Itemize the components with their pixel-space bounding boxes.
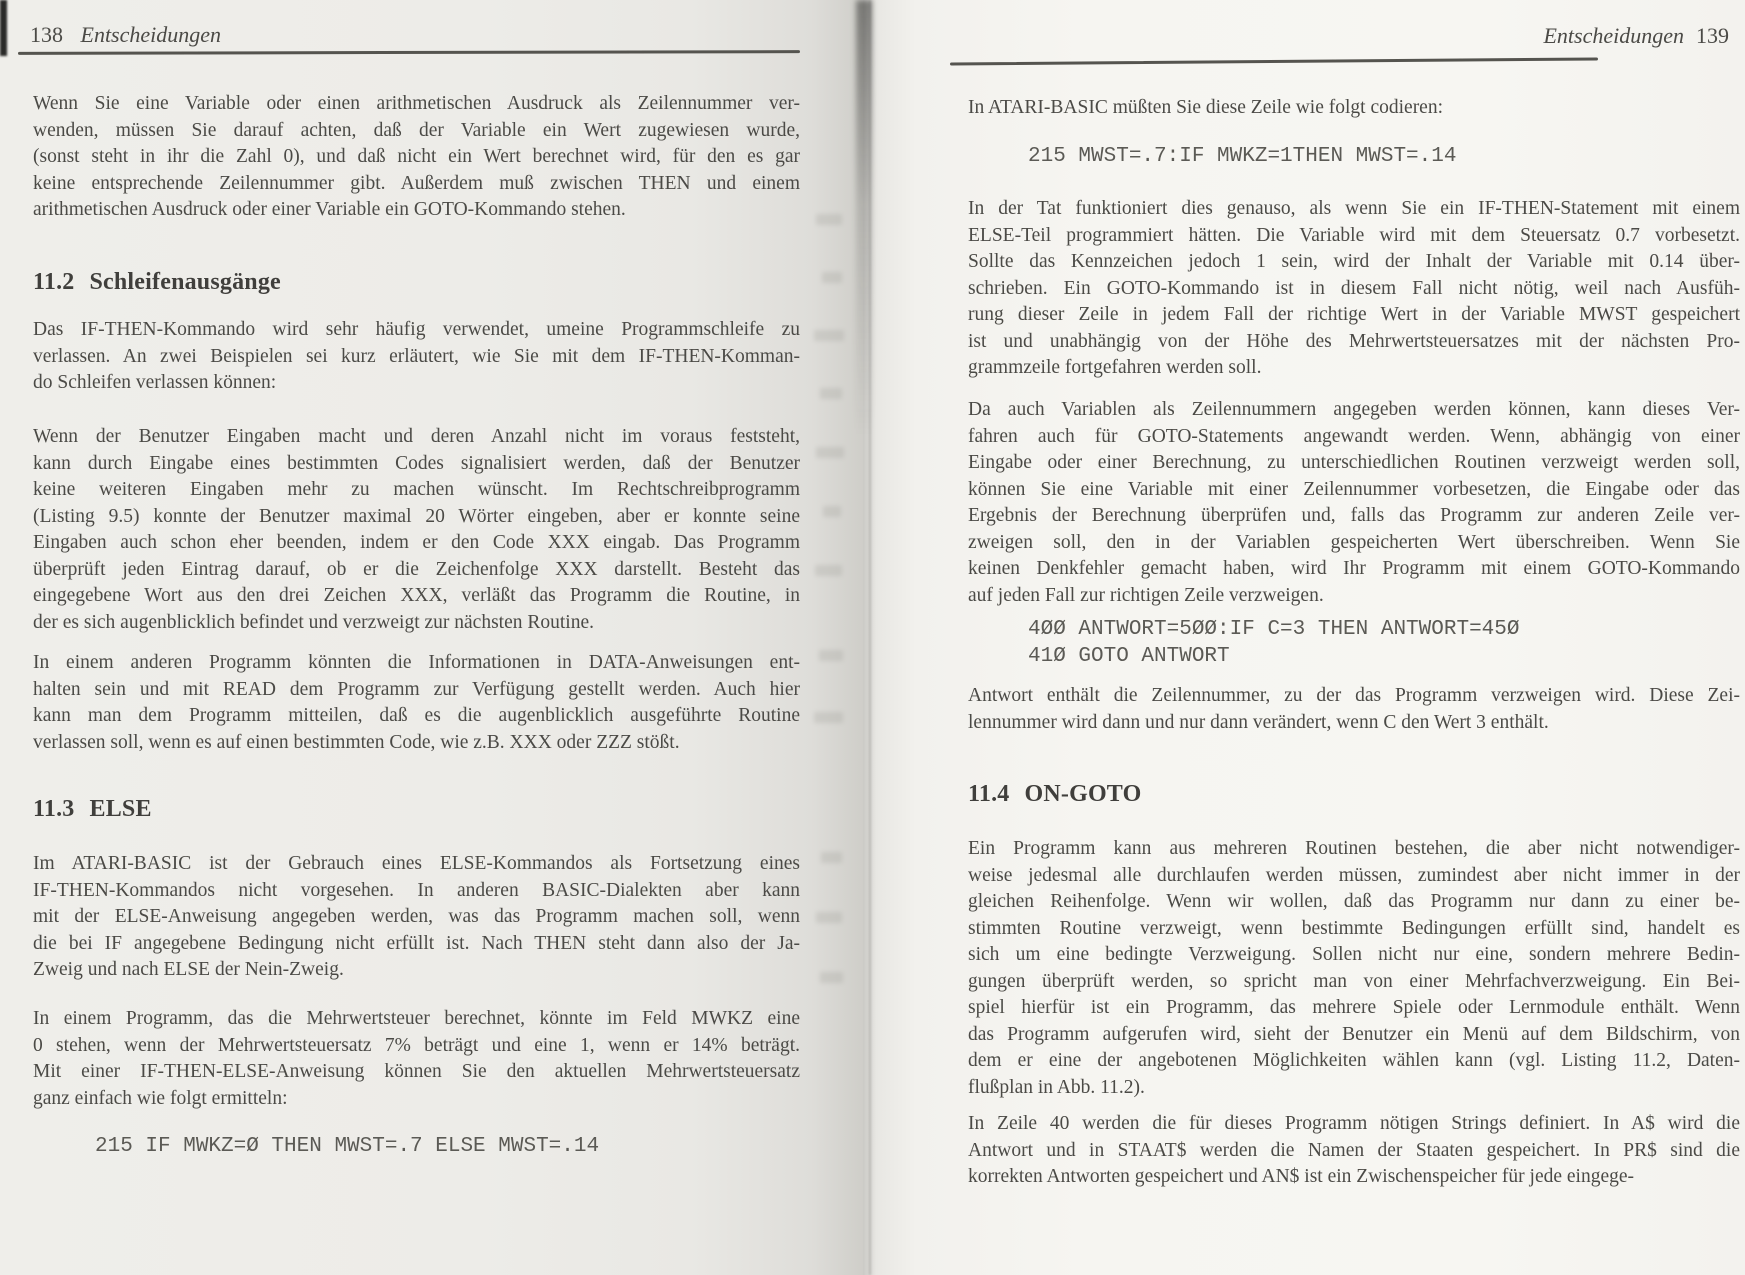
text-line: der es sich augenblicklich befindet und verzweigt zur nächsten Routine. xyxy=(33,611,594,633)
text-line: In ATARI-BASIC müßten Sie diese Zeile wie folgt codieren: xyxy=(968,97,1444,118)
paragraph-da-auch xyxy=(968,397,1740,609)
text-line: sich um eine bedingte Verzweigung. Sollen nicht nur eine, sondern mehrere Bedin- xyxy=(968,944,1740,965)
text-line: IF-THEN-Kommandos nicht vorgesehen. In anderen BASIC-Dialekten aber kann xyxy=(33,879,800,901)
text-line: lennummer wird dann und nur dann verändert, wenn C den Wert 3 enthält. xyxy=(968,711,1549,733)
paragraph-codieren xyxy=(968,95,1740,122)
text-line: gungen überprüft werden, so spricht man von einer Mehrfachverzweigung. Ein Bei- xyxy=(968,970,1740,992)
bleed-through-mark xyxy=(822,272,842,283)
paragraph-mwst xyxy=(33,1006,800,1112)
text-line: Mit einer IF-THEN-ELSE-Anweisung können Sie den aktuellen Mehrwertsteuersatz xyxy=(33,1061,800,1082)
bleed-through-mark xyxy=(821,852,842,863)
text-line: ELSE-Teil programmiert hätten. Die Variable wird mit dem Steuersatz 0.7 vorbesetzt. xyxy=(968,224,1740,246)
text-line: 0 stehen, wenn der Mehrwertsteuersatz 7% beträgt und eine 1, wenn er 14% beträgt. xyxy=(33,1034,800,1056)
text-line: eingegebene Wort aus den drei Zeichen XXX, verläßt das Programm die Routine, in xyxy=(33,585,800,606)
text-line: In einem Programm, das die Mehrwertsteuer berechnet, könnte im Feld MWKZ eine xyxy=(33,1008,800,1029)
section-number: 11.3 xyxy=(33,796,75,822)
text-line: korrekten Antworten gespeichert und AN$ ist ein Zwischenspeicher für jede eingege- xyxy=(968,1166,1635,1187)
text-line: grammzeile fortgefahren werden soll. xyxy=(968,357,1262,378)
bleed-through-mark xyxy=(819,650,843,661)
paragraph-user-input xyxy=(33,424,800,636)
text-line: mit der ELSE-Anweisung angegeben werden, was das Programm machen soll, wenn xyxy=(33,906,800,927)
code-listing-antwort xyxy=(1028,616,1519,670)
bleed-through-mark xyxy=(816,214,842,225)
text-line: wenden, müssen Sie darauf achten, daß der Variable ein Wert zugewiesen wurde, xyxy=(33,119,800,141)
text-line: kann man dem Programm mitteilen, daß es die augenblicklich ausgeführte Routine xyxy=(33,705,800,726)
code-listing-mwst xyxy=(1028,143,1456,170)
text-line: Sollte das Kennzeichen jedoch 1 sein, wird der Inhalt der Variable mit 0.14 über- xyxy=(968,251,1740,272)
paragraph-intro xyxy=(33,91,800,224)
text-line: do Schleifen verlassen können: xyxy=(33,372,277,393)
running-header-right xyxy=(968,23,1729,49)
text-line: fahren auch für GOTO-Statements angewandt werden. Wenn, abhängig von einer xyxy=(968,425,1740,447)
text-line: Ein Programm kann aus mehreren Routinen bestehen, die aber nicht notwendiger- xyxy=(968,838,1740,859)
section-title: ON-GOTO xyxy=(1024,781,1142,807)
running-title-left: Entscheidungen xyxy=(80,22,222,47)
text-line: Eingabe oder einer Berechnung, zu unterschiedlichen Routinen verzweigt werden soll, xyxy=(968,452,1740,473)
bleed-through-mark xyxy=(816,912,842,923)
section-title: Schleifenausgänge xyxy=(89,269,281,295)
text-line: halten sein und mit READ dem Programm zur Verfügung gestellt werden. Auch hier xyxy=(33,678,800,700)
text-line: Ergebnis der Berechnung überprüfen und, falls das Programm zur anderen Zeile ver- xyxy=(968,505,1740,526)
running-header-left xyxy=(30,22,221,48)
text-line: Antwort enthält die Zeilennummer, zu der das Programm verzweigen wird. Diese Zei- xyxy=(968,685,1740,706)
bleed-through-mark xyxy=(814,712,843,723)
spine-gutter-shadow xyxy=(856,0,872,460)
text-line: können Sie eine Variable mit einer Zeilennummer vorbesetzen, die Eingabe oder das xyxy=(968,478,1740,500)
text-line: In Zeile 40 werden die für dieses Programm nötigen Strings definiert. In A$ wird die xyxy=(968,1113,1740,1134)
text-line: Wenn Sie eine Variable oder einen arithmetischen Ausdruck als Zeilennummer ver- xyxy=(33,93,800,114)
text-line: 41Ø GOTO ANTWORT xyxy=(1028,645,1230,668)
text-line: überprüft jeden Eintrag darauf, ob er die Zeichenfolge XXX darstellt. Besteht das xyxy=(33,558,800,580)
scan-edge-mark xyxy=(0,0,7,56)
text-line: Eingaben auch schon eher beenden, indem er den Code XXX eingab. Das Programm xyxy=(33,532,800,553)
page-number-left: 138 xyxy=(30,22,63,47)
text-line: weise jedesmal alle durchlaufen werden müssen, zumindest aber nicht immer in der xyxy=(968,864,1740,886)
code-listing-if-else xyxy=(95,1133,599,1160)
page-right xyxy=(863,0,1745,1275)
text-line: arithmetischen Ausdruck oder einer Variable ein GOTO-Kommando stehen. xyxy=(33,199,626,220)
paragraph-loop-intro xyxy=(33,317,800,397)
text-line: dem er eine der angebotenen Möglichkeiten wählen kann (vgl. Listing 11.2, Daten- xyxy=(968,1050,1740,1071)
text-line: flußplan in Abb. 11.2). xyxy=(968,1076,1145,1098)
text-line: auf jeden Fall zur richtigen Zeile verzweigen. xyxy=(968,584,1324,606)
text-line: zweigen soll, den in der Variablen gespeicherten Wert überschreiben. Wenn Sie xyxy=(968,531,1740,553)
text-line: verlassen soll, wenn es auf einen bestimmten Code, wie z.B. XXX oder ZZZ stößt. xyxy=(33,731,680,753)
text-line: Zweig und nach ELSE der Nein-Zweig. xyxy=(33,959,344,980)
page-left xyxy=(0,0,863,1275)
text-line: keine entsprechende Zeilennummer gibt. Außerdem muß zwischen THEN und einem xyxy=(33,172,800,194)
text-line: keine weiteren Eingaben mehr zu machen wünscht. Im Rechtschreibprogramm xyxy=(33,479,800,500)
header-rule-right xyxy=(950,57,1598,65)
bleed-through-mark xyxy=(820,388,842,399)
text-line: In der Tat funktioniert dies genauso, als wenn Sie ein IF-THEN-Statement mit einem xyxy=(968,198,1740,219)
section-heading-11-4 xyxy=(968,780,1141,808)
text-line: spiel hierfür ist ein Programm, das mehrere Spiele oder Lernmodule enthält. Wenn xyxy=(968,997,1740,1018)
text-line: (sonst steht in ihr die Zahl 0), und daß nicht ein Wert berechnet wird, für den es gar xyxy=(33,146,800,167)
paragraph-in-der-tat xyxy=(968,196,1740,382)
text-line: Da auch Variablen als Zeilennummern angegeben werden können, kann dieses Ver- xyxy=(968,399,1740,420)
text-line: die bei IF angegebene Bedingung nicht erfüllt ist. Nach THEN steht dann also der Ja- xyxy=(33,932,800,954)
text-line: ganz einfach wie folgt ermitteln: xyxy=(33,1087,288,1109)
text-line: 215 MWST=.7:IF MWKZ=1THEN MWST=.14 xyxy=(1028,145,1457,168)
bleed-through-mark xyxy=(816,447,844,458)
bleed-through-mark xyxy=(823,506,841,517)
section-heading-11-2 xyxy=(33,268,281,296)
text-line: ist und unabhängig von der Höhe des Mehrwertsteuersatzes mit der nächsten Pro- xyxy=(968,330,1740,352)
bleed-through-mark xyxy=(820,972,843,983)
paragraph-data-read xyxy=(33,650,800,756)
text-line: rung dieser Zeile in jedem Fall der richtige Wert in der Variable MWST gespeichert xyxy=(968,304,1740,325)
text-line: (Listing 9.5) konnte der Benutzer maximal 20 Wörter eingeben, aber er konnte seine xyxy=(33,505,800,527)
text-line: keinen Denkfehler gemacht haben, wird Ihr Programm mit einem GOTO-Kommando xyxy=(968,558,1740,579)
text-line: Das IF-THEN-Kommando wird sehr häufig verwendet, umeine Programmschleife zu xyxy=(33,319,800,340)
text-line: kann durch Eingabe eines bestimmten Codes signalisiert werden, daß der Benutzer xyxy=(33,452,800,474)
text-line: Wenn der Benutzer Eingaben macht und deren Anzahl nicht im voraus feststeht, xyxy=(33,426,800,447)
text-line: Im ATARI-BASIC ist der Gebrauch eines ELSE-Kommandos als Fortsetzung eines xyxy=(33,853,800,874)
text-line: 4ØØ ANTWORT=5ØØ:IF C=3 THEN ANTWORT=45Ø xyxy=(1028,618,1520,641)
bleed-through-mark xyxy=(814,330,844,341)
text-line: verlassen. An zwei Beispielen sei kurz erläutert, wie Sie mit dem IF-THEN-Komman- xyxy=(33,345,800,367)
section-title: ELSE xyxy=(89,796,152,822)
paragraph-ein-programm xyxy=(968,836,1740,1101)
header-rule-left xyxy=(18,50,800,55)
text-line: 215 IF MWKZ=Ø THEN MWST=.7 ELSE MWST=.14 xyxy=(95,1135,600,1158)
text-line: Antwort und in STAAT$ werden die Namen der Staaten gespeichert. In PR$ sind die xyxy=(968,1139,1740,1161)
section-heading-11-3 xyxy=(33,795,152,823)
bleed-through-mark xyxy=(815,565,842,576)
text-line: In einem anderen Programm könnten die Informationen in DATA-Anweisungen ent- xyxy=(33,652,800,673)
paragraph-in-zeile-40 xyxy=(968,1111,1740,1191)
text-line: schrieben. Ein GOTO-Kommando ist in diesem Fall nicht nötig, weil nach Ausfüh- xyxy=(968,277,1740,299)
section-number: 11.4 xyxy=(968,781,1010,807)
running-title-right: Entscheidungen xyxy=(1543,23,1684,48)
page-number-right: 139 xyxy=(1696,23,1729,48)
text-line: das Programm aufgerufen wird, sieht der Benutzer ein Menü auf dem Bildschirm, von xyxy=(968,1023,1740,1045)
text-line: stimmten Routine verzweigt, wenn bestimmte Bedingungen erfüllt sind, handelt es xyxy=(968,917,1740,939)
section-number: 11.2 xyxy=(33,269,75,295)
paragraph-else-intro xyxy=(33,851,800,984)
paragraph-antwort xyxy=(968,683,1740,736)
text-line: gleichen Reihenfolge. Wenn wir wollen, daß das Programm nur dann zu einer be- xyxy=(968,891,1740,912)
